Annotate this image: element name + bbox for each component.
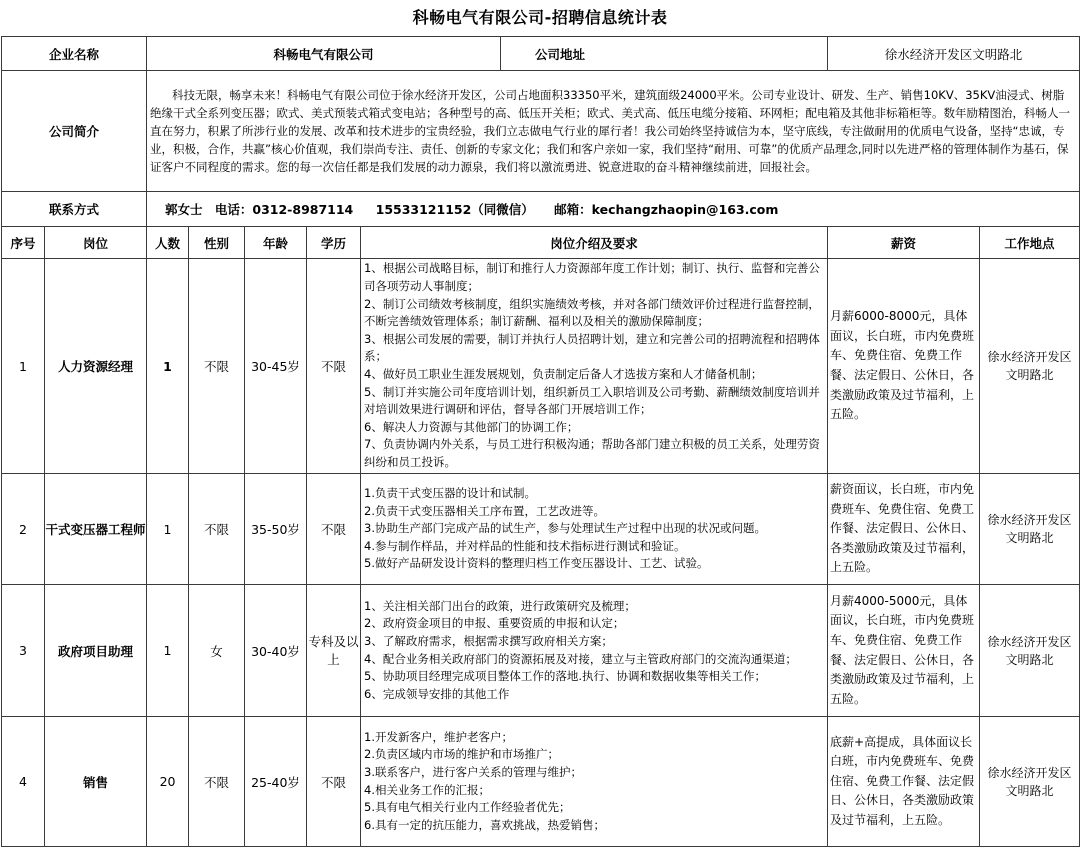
header-description: 岗位介绍及要求 [361,227,828,259]
job-gender: 女 [189,585,245,717]
job-salary: 薪资面议，长白班，市内免费班车、免费住宿、免费工作餐、法定假日、公休日、各类激励政策及过节福利，上五险。 [828,474,980,585]
description-line: 3、了解政府需求，根据需求撰写政府相关方案； [364,633,613,648]
contact-label: 联系方式 [2,192,147,227]
job-description [361,259,828,474]
header-position: 岗位 [45,227,147,259]
job-no: 2 [2,474,45,585]
job-salary: 底薪+高提成，具体面议长白班，市内免费班车、免费住宿、免费工作餐、法定假日、公休日，各类激励政策及过节福利，上五险。 [828,717,980,847]
description-line: 5、协助项目经理完成项目整体工作的落地.执行、协调和数据收集等相关工作； [364,669,766,684]
description-line: 3.协助生产部门完成产品的试生产，参与处理试生产过程中出现的状况或问题。 [364,521,766,536]
description-line: 4.参与制作样品，并对样品的性能和技术指标进行测试和验证。 [364,538,686,553]
description-line: 6.具有一定的抗压能力，喜欢挑战，热爱销售； [364,817,605,832]
description-line: 3.联系客户，进行客户关系的管理与维护； [364,764,582,779]
header-no: 序号 [2,227,45,259]
description-line: 6、解决人力资源与其他部门的协调工作； [364,419,579,434]
contact-row [2,192,1080,227]
description-line: 5、制订并实施公司年度培训计划，组织新员工入职培训及公司考勤、薪酬绩效制度培训并对培训效果进行调研和评估，督导各部门开展培训工作； [364,384,820,417]
company-intro-text: 科技无限，畅享未来！科畅电气有限公司位于徐水经济开发区，公司占地面积33350平米，建筑面级24000平米。公司专业设计、研发、生产、销售10KV、35KV油浸式、树脂绝缘干式全系列变压器；欧式、美式预装式箱式变电站；各种型号的高、低压开关柜；欧式、美式高、低压电缆分接箱、环网柜；配电箱及其他非标箱柜等。数年励精图治，科畅人一直在努力，积累了所涉行业的发展、改革和技术进步的宝贵经验，我们立志做电气行业的犀行者！我公司始终坚持诚信为本，坚守底线，专注做耐用的优质电气设备，坚持“忠诚，专业，积极，合作，共赢”核心价值观，我们崇尚专注、责任、创新的专家文化；我们和客户亲如一家，我们坚持“耐用、可靠”的优质产品理念,同时以先进严格的管理体制作为基石，保证客户不同程度的需求。您的每一次信任都是我们发展的动力源泉，我们将以激流勇进、锐意进取的奋斗精神继续前进，回报社会。 [150,88,1071,174]
job-no: 3 [2,585,45,717]
company-address-label: 公司地址 [501,37,828,71]
job-age: 25-40岁 [245,717,307,847]
recruitment-table [1,36,1080,847]
job-age: 30-40岁 [245,585,307,717]
contact-mobile: 15533121152（同微信） [375,202,534,217]
job-education: 不限 [307,717,361,847]
job-location: 徐水经济开发区文明路北 [980,259,1080,474]
job-position: 销售 [45,717,147,847]
job-no: 4 [2,717,45,847]
company-name-row [2,37,1080,71]
description-line: 4、配合业务相关政府部门的资源拓展及对接，建立与主管政府部门的交流沟通渠道； [364,651,797,666]
header-education: 学历 [307,227,361,259]
job-salary: 月薪6000-8000元，具体面议，长白班，市内免费班车、免费住宿、免费工作餐、法定假日、公休日，各类激励政策及过节福利，上五险。 [828,259,980,474]
description-line: 4.相关业务工作的汇报； [364,782,490,797]
description-line: 1、根据公司战略目标，制订和推行人力资源部年度工作计划；制订、执行、监督和完善公司各项劳动人事制度； [364,261,820,294]
job-position: 干式变压器工程师 [45,474,147,585]
job-location: 徐水经济开发区文明路北 [980,474,1080,585]
job-position: 人力资源经理 [45,259,147,474]
description-line: 2.负责干式变压器相关工序布置，工艺改进等。 [364,503,605,518]
job-gender: 不限 [189,474,245,585]
company-name-value: 科畅电气有限公司 [147,37,501,71]
job-education: 不限 [307,259,361,474]
description-line: 5.具有电气相关行业内工作经验者优先； [364,800,571,815]
job-count: 1 [147,259,189,474]
table-row [2,259,1080,474]
job-age: 35-50岁 [245,474,307,585]
description-line: 4、做好员工职业生涯发展规划，负责制定后备人才选拔方案和人才储备机制； [364,367,763,381]
job-position: 政府项目助理 [45,585,147,717]
header-age: 年龄 [245,227,307,259]
description-line: 5.做好产品研发设计资料的整理归档工作变压器设计、工艺、试验。 [364,556,709,571]
description-line: 3、根据公司发展的需要，制订并执行人员招聘计划，建立和完善公司的招聘流程和招聘体系； [364,331,820,364]
contact-phone: 电话：0312-8987114 [214,202,354,217]
job-location: 徐水经济开发区文明路北 [980,585,1080,717]
header-location: 工作地点 [980,227,1080,259]
description-line: 2.负责区域内市场的维护和市场推广； [364,747,559,762]
contact-person: 郭女士 [165,202,203,217]
company-intro-cell [147,71,1080,192]
job-count: 1 [147,585,189,717]
job-description [361,717,828,847]
job-description [361,474,828,585]
company-address-value: 徐水经济开发区文明路北 [828,37,1080,71]
table-row [2,585,1080,717]
job-education: 专科及以上 [307,585,361,717]
description-line: 1.开发新客户，维护老客户； [364,729,513,744]
description-line: 1、关注相关部门出台的政策，进行政策研究及梳理； [364,598,636,613]
job-description [361,585,828,717]
description-line: 1.负责干式变压器的设计和试制。 [364,486,536,501]
job-gender: 不限 [189,717,245,847]
job-salary: 月薪4000-5000元，具体面议，长白班，市内免费班车、免费住宿、免费工作餐、法定假日、公休日，各类激励政策及过节福利，上五险。 [828,585,980,717]
job-location: 徐水经济开发区文明路北 [980,717,1080,847]
job-age: 30-45岁 [245,259,307,474]
table-row [2,717,1080,847]
page-title: 科畅电气有限公司-招聘信息统计表 [412,8,668,27]
contact-cell [147,192,1080,227]
description-line: 2、政府资金项目的申报、重要资质的申报和认定； [364,616,625,631]
description-line: 2、制订公司绩效考核制度，组织实施绩效考核，并对各部门绩效评价过程进行监督控制，不断完善绩效管理体系；制订薪酬、福利以及相关的激励保障制度； [364,296,820,329]
job-count: 1 [147,474,189,585]
contact-email[interactable]: 邮箱：kechangzhaopin@163.com [554,202,779,217]
company-intro-label: 公司简介 [2,71,147,192]
job-education: 不限 [307,474,361,585]
description-line: 6、完成领导安排的其他工作 [364,686,510,701]
job-no: 1 [2,259,45,474]
description-line: 7、负责协调内外关系，与员工进行积极沟通；帮助各部门建立积极的员工关系，处理劳资纠纷和员工投诉。 [364,437,820,469]
header-count: 人数 [147,227,189,259]
job-gender: 不限 [189,259,245,474]
table-row [2,474,1080,585]
company-intro-row [2,71,1080,192]
table-header-row [2,227,1080,259]
job-count: 20 [147,717,189,847]
header-salary: 薪资 [828,227,980,259]
header-gender: 性别 [189,227,245,259]
company-name-label: 企业名称 [2,37,147,71]
